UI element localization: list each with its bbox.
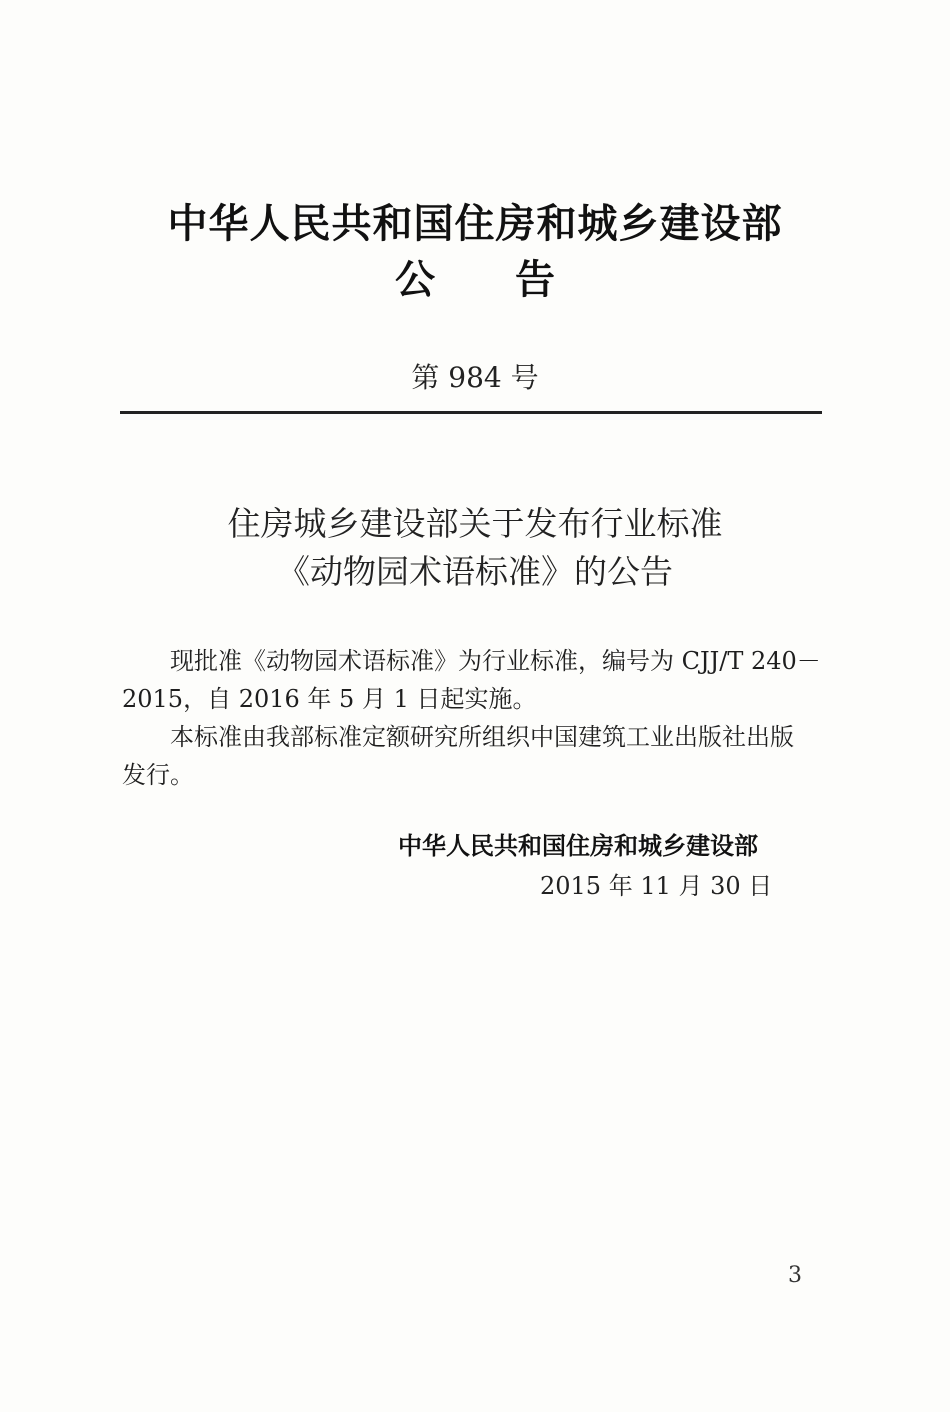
paragraph-2-line-2: 发行。 (122, 761, 194, 789)
document-type: 公 告 (395, 257, 555, 303)
notice-title-line-2: 《动物园术语标准》的公告 (277, 552, 673, 591)
header-divider (120, 411, 822, 414)
body-paragraph-1 (122, 642, 828, 718)
signature-date: 2015 年 11 月 30 日 (540, 872, 773, 900)
paragraph-1-line-1: 现批准《动物园术语标准》为行业标准，编号为 CJJ/T 240－ (170, 647, 821, 675)
body-paragraph-2 (122, 718, 828, 794)
notice-title-line-1: 住房城乡建设部关于发布行业标准 (227, 504, 723, 543)
issuer-title: 中华人民共和国住房和城乡建设部 (167, 201, 783, 247)
document-number: 第 984 号 (411, 361, 539, 394)
paragraph-1-line-2: 2015，自 2016 年 5 月 1 日起实施。 (122, 685, 537, 713)
page-number: 3 (788, 1263, 802, 1288)
paragraph-2-line-1: 本标准由我部标准定额研究所组织中国建筑工业出版社出版 (170, 723, 794, 751)
notice-title (0, 500, 950, 596)
signature-issuer: 中华人民共和国住房和城乡建设部 (398, 832, 758, 860)
